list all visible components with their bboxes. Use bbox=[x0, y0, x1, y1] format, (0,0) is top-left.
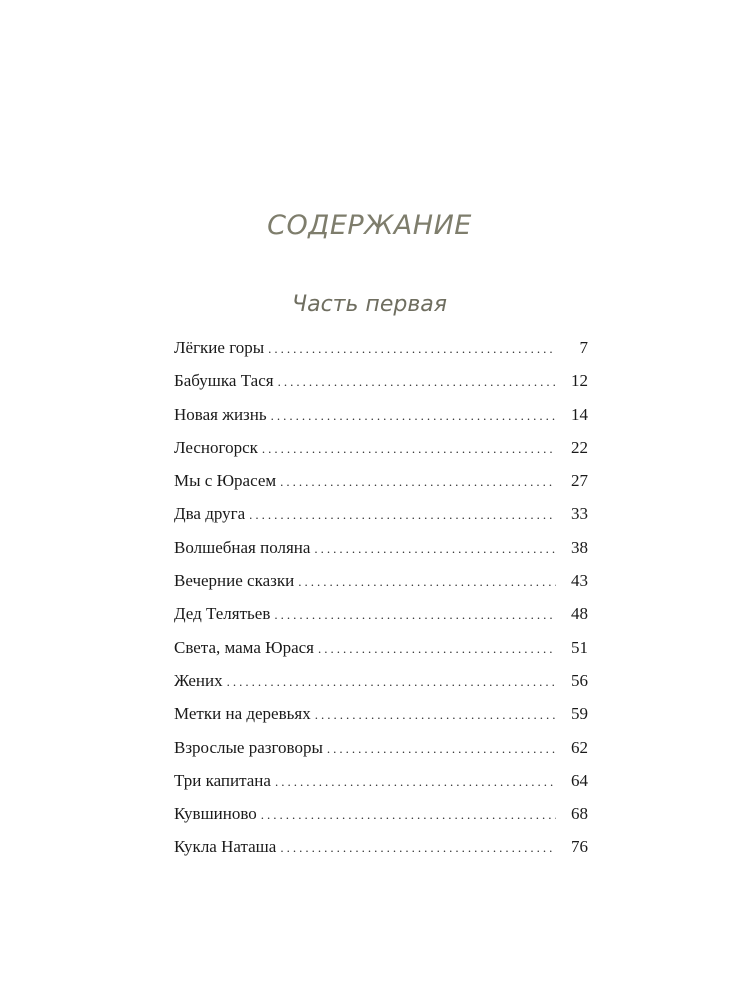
toc-entry-page: 64 bbox=[571, 770, 588, 790]
toc-entry bbox=[174, 604, 588, 637]
toc-entry-page: 68 bbox=[571, 804, 588, 824]
toc-entry-title: Взрослые разговоры bbox=[174, 737, 323, 757]
toc-entry-title: Бабушка Тася bbox=[174, 371, 274, 391]
toc-entry bbox=[174, 738, 588, 771]
toc-entry-page: 62 bbox=[571, 737, 588, 757]
toc-entry-title: Мы с Юрасем bbox=[174, 471, 277, 491]
toc-entry bbox=[174, 471, 588, 504]
toc-entry-page: 33 bbox=[571, 504, 588, 524]
toc-dot-leader bbox=[268, 341, 556, 357]
toc-entry bbox=[174, 504, 588, 537]
toc-dot-leader bbox=[315, 707, 556, 723]
toc-dot-leader bbox=[227, 674, 556, 690]
toc-entry-page: 76 bbox=[571, 837, 588, 857]
toc-entry-page: 12 bbox=[571, 371, 588, 391]
toc-dot-leader bbox=[314, 541, 556, 557]
toc-title: СОДЕРЖАНИЕ bbox=[267, 210, 472, 241]
toc-entry-title: Света, мама Юрася bbox=[174, 637, 315, 657]
toc-dot-leader bbox=[280, 474, 556, 490]
toc-entry-page: 27 bbox=[571, 471, 588, 491]
toc-entry-title: Волшебная поляна bbox=[174, 537, 311, 557]
toc-dot-leader bbox=[249, 507, 556, 523]
toc-entry-title: Метки на деревьях bbox=[174, 704, 311, 724]
toc-entry-page: 56 bbox=[571, 670, 588, 690]
toc-dot-leader bbox=[275, 774, 556, 790]
toc-entry-title: Лёгкие горы bbox=[174, 338, 265, 357]
toc-entry bbox=[174, 771, 588, 804]
toc-dot-leader bbox=[327, 741, 556, 757]
toc-entry bbox=[174, 405, 588, 438]
toc-list bbox=[174, 338, 588, 871]
toc-entry bbox=[174, 638, 588, 671]
toc-entry bbox=[174, 438, 588, 471]
toc-entry-title: Кувшиново bbox=[174, 804, 257, 824]
toc-dot-leader bbox=[298, 574, 556, 590]
toc-entry bbox=[174, 571, 588, 604]
toc-entry-page: 48 bbox=[571, 604, 588, 624]
toc-dot-leader bbox=[278, 374, 556, 390]
toc-entry bbox=[174, 837, 588, 870]
toc-entry bbox=[174, 804, 588, 837]
toc-entry-title: Лесногорск bbox=[174, 437, 258, 457]
toc-entry-title: Вечерние сказки bbox=[174, 571, 295, 591]
toc-dot-leader bbox=[261, 807, 556, 823]
toc-entry-page: 51 bbox=[571, 637, 588, 657]
toc-entry-title: Дед Телятьев bbox=[174, 604, 271, 624]
toc-entry-page: 38 bbox=[571, 537, 588, 557]
toc-dot-leader bbox=[271, 408, 556, 424]
toc-dot-leader bbox=[274, 607, 556, 623]
toc-entry-title: Три капитана bbox=[174, 770, 271, 790]
toc-entry-title: Новая жизнь bbox=[174, 404, 267, 424]
toc-entry-title: Кукла Наташа bbox=[174, 837, 277, 857]
toc-entry-title: Жених bbox=[174, 670, 223, 690]
toc-entry bbox=[174, 538, 588, 571]
toc-entry bbox=[174, 338, 588, 371]
toc-entry bbox=[174, 671, 588, 704]
toc-entry-page: 59 bbox=[571, 704, 588, 724]
toc-dot-leader bbox=[280, 840, 556, 856]
toc-entry-page: 43 bbox=[571, 571, 588, 591]
toc-entry bbox=[174, 371, 588, 404]
toc-dot-leader bbox=[262, 441, 556, 457]
toc-entry-page: 22 bbox=[571, 437, 588, 457]
part-title: Часть первая bbox=[292, 292, 447, 317]
toc-entry-page: 7 bbox=[579, 338, 588, 357]
toc-entry-page: 14 bbox=[571, 404, 588, 424]
toc-entry bbox=[174, 704, 588, 737]
toc-dot-leader bbox=[318, 641, 556, 657]
toc-entry-title: Два друга bbox=[174, 504, 246, 524]
